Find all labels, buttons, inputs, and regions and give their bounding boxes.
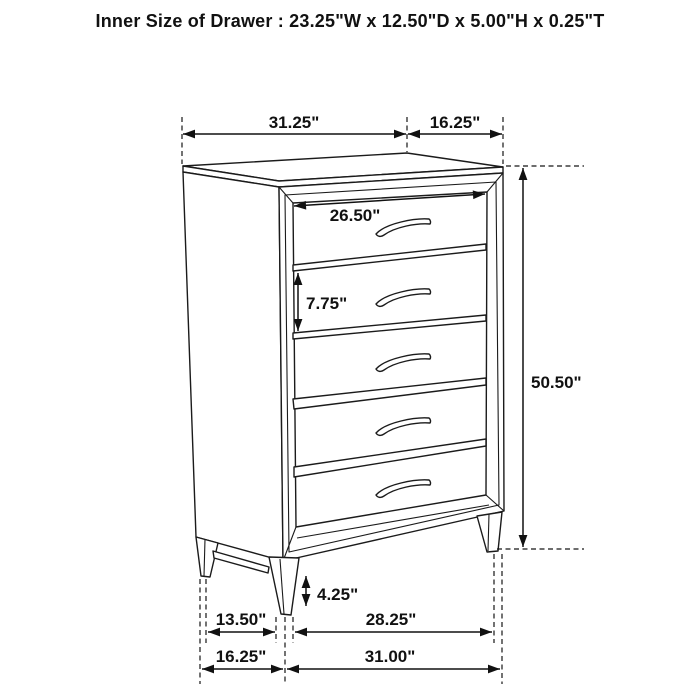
dim-label-drawer-front-height: 7.75" xyxy=(306,294,348,313)
dim-label-bottom-inner-depth: 13.50" xyxy=(215,610,267,629)
drawer-opening xyxy=(293,192,487,527)
dim-label-bottom-inner-width: 28.25" xyxy=(365,610,417,629)
dim-label-leg-height: 4.25" xyxy=(317,585,359,604)
dim-label-top-depth: 16.25" xyxy=(429,113,481,132)
dim-label-drawer-opening-width: 26.50" xyxy=(329,206,381,225)
dim-label-top-width: 31.25" xyxy=(268,113,320,132)
chest-side-panel xyxy=(183,172,283,561)
dim-label-bottom-depth: 16.25" xyxy=(215,647,267,666)
dim-label-bottom-width: 31.00" xyxy=(364,647,416,666)
chest-leg-front-left xyxy=(269,557,299,615)
diagram-title: Inner Size of Drawer : 23.25"W x 12.50"D x 5.00"H x 0.25"T xyxy=(95,11,605,31)
dim-label-overall-height: 50.50" xyxy=(531,373,582,392)
chest-leg-front-right xyxy=(477,512,502,552)
